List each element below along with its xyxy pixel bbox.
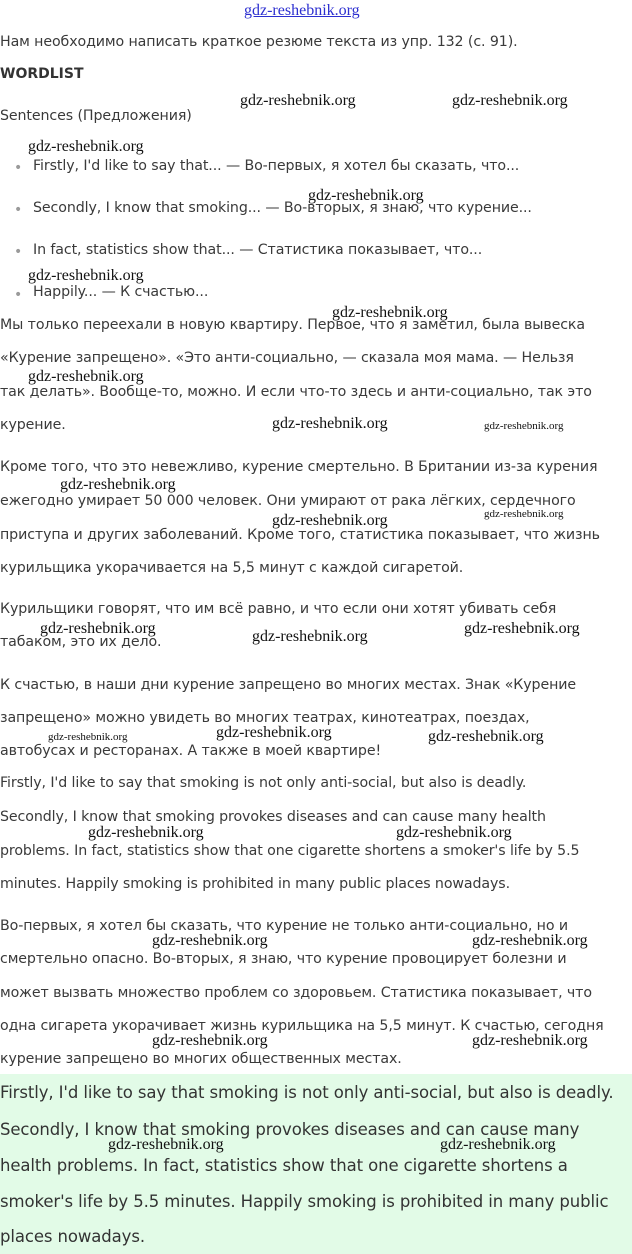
english-line: minutes. Happily smoking is prohibited in many public places nowadays. [0, 876, 510, 892]
watermark: gdz-reshebnik.org [428, 728, 544, 745]
answer-line: Firstly, I'd like to say that smoking is not only anti-social, but also is deadly. [0, 1083, 614, 1102]
bullet-dot: • [14, 287, 23, 303]
paragraph-line: приступа и других заболеваний. Кроме того, статистика показывает, что жизнь [0, 527, 600, 543]
bullet-dot: • [14, 202, 23, 218]
watermark: gdz-reshebnik.org [308, 187, 424, 204]
watermark: gdz-reshebnik.org [472, 1032, 588, 1049]
paragraph-line: курение. [0, 417, 66, 433]
english-line: Secondly, I know that smoking provokes diseases and can cause many health [0, 809, 546, 825]
watermark: gdz-reshebnik.org [484, 508, 564, 520]
translation-line: смертельно опасно. Во-вторых, я знаю, что курение провоцирует болезни и [0, 951, 567, 967]
watermark: gdz-reshebnik.org [152, 1032, 268, 1049]
watermark: gdz-reshebnik.org [28, 368, 144, 385]
watermark: gdz-reshebnik.org [88, 824, 204, 841]
translation-line: Во-первых, я хотел бы сказать, что курение не только анти-социально, но и [0, 918, 568, 934]
bullet-dot: • [14, 160, 23, 176]
bullet-item: Happily... — К счастью... [33, 284, 209, 300]
watermark: gdz-reshebnik.org [452, 92, 568, 109]
watermark: gdz-reshebnik.org [484, 420, 564, 432]
answer-line: places nowadays. [0, 1227, 145, 1246]
watermark: gdz-reshebnik.org [240, 92, 356, 109]
paragraph-line: так делать». Вообще-то, можно. И если что-то здесь и анти-социально, так это [0, 384, 592, 400]
paragraph-line: Курильщики говорят, что им всё равно, и что если они хотят убивать себя [0, 601, 557, 617]
watermark: gdz-reshebnik.org [396, 824, 512, 841]
watermark: gdz-reshebnik.org [108, 1136, 224, 1153]
watermark: gdz-reshebnik.org [332, 304, 448, 321]
paragraph-line: Кроме того, что это невежливо, курение смертельно. В Британии из-за курения [0, 459, 598, 475]
paragraph-line: «Курение запрещено». «Это анти-социально, — сказала моя мама. — Нельзя [0, 350, 574, 366]
english-line: Firstly, I'd like to say that smoking is not only anti-social, but also is deadly. [0, 775, 527, 791]
translation-line: одна сигарета укорачивает жизнь курильщика на 5,5 минут. К счастью, сегодня [0, 1018, 604, 1034]
watermark: gdz-reshebnik.org [272, 415, 388, 432]
sentences-heading: Sentences (Предложения) [0, 108, 192, 124]
bullet-item: In fact, statistics show that... — Статистика показывает, что... [33, 242, 483, 258]
watermark: gdz-reshebnik.org [28, 267, 144, 284]
watermark: gdz-reshebnik.org [40, 620, 156, 637]
watermark: gdz-reshebnik.org [440, 1136, 556, 1153]
paragraph-line: ежегодно умирает 50 000 человек. Они умирают от рака лёгких, сердечного [0, 493, 576, 509]
paragraph-line: К счастью, в наши дни курение запрещено во многих местах. Знак «Курение [0, 677, 577, 693]
watermark: gdz-reshebnik.org [252, 628, 368, 645]
answer-line: smoker's life by 5.5 minutes. Happily smoking is prohibited in many public [0, 1192, 609, 1211]
watermark: gdz-reshebnik.org [28, 138, 144, 155]
wordlist-heading: WORDLIST [0, 66, 84, 82]
watermark-link[interactable]: gdz-reshebnik.org [244, 2, 360, 19]
watermark: gdz-reshebnik.org [152, 932, 268, 949]
bullet-dot: • [14, 244, 23, 260]
translation-line: курение запрещено во многих общественных местах. [0, 1051, 402, 1067]
intro-text: Нам необходимо написать краткое резюме текста из упр. 132 (с. 91). [0, 34, 518, 50]
answer-line: health problems. In fact, statistics show that one cigarette shortens a [0, 1156, 568, 1175]
translation-line: может вызвать множество проблем со здоровьем. Статистика показывает, что [0, 985, 592, 1001]
bullet-item: Firstly, I'd like to say that... — Во-первых, я хотел бы сказать, что... [33, 158, 520, 174]
paragraph-line: Мы только переехали в новую квартиру. Первое, что я заметил, была вывеска [0, 317, 585, 333]
paragraph-line: табаком, это их дело. [0, 634, 162, 650]
paragraph-line: курильщика укорачивается на 5,5 минут с каждой сигаретой. [0, 560, 464, 576]
answer-line: Secondly, I know that smoking provokes diseases and can cause many [0, 1120, 580, 1139]
watermark: gdz-reshebnik.org [48, 731, 128, 743]
watermark: gdz-reshebnik.org [472, 932, 588, 949]
paragraph-line: запрещено» можно увидеть во многих театрах, кинотеатрах, поездах, [0, 710, 530, 726]
paragraph-line: автобусах и ресторанах. А также в моей квартире! [0, 743, 382, 759]
watermark: gdz-reshebnik.org [272, 512, 388, 529]
english-line: problems. In fact, statistics show that one cigarette shortens a smoker's life by 5.5 [0, 843, 580, 859]
watermark: gdz-reshebnik.org [60, 476, 176, 493]
watermark: gdz-reshebnik.org [464, 620, 580, 637]
watermark: gdz-reshebnik.org [216, 724, 332, 741]
bullet-item: Secondly, I know that smoking... — Во-вторых, я знаю, что курение... [33, 200, 532, 216]
